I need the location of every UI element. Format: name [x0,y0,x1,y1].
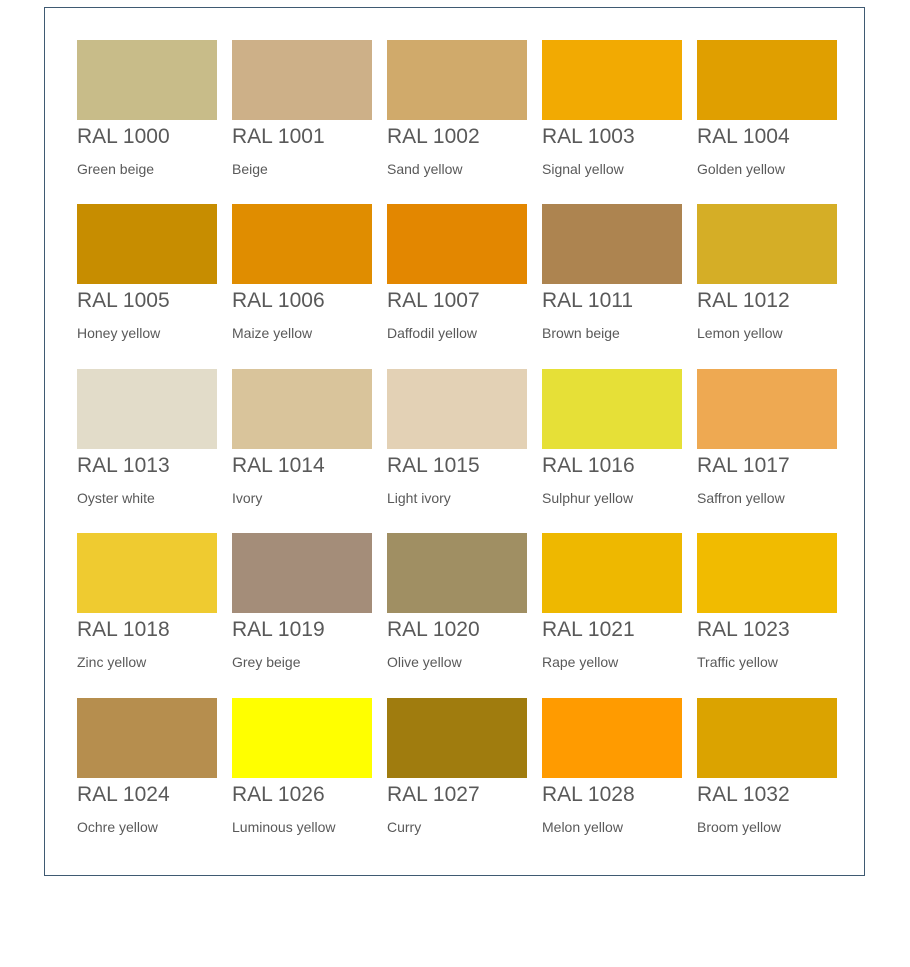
color-name: Lemon yellow [697,325,783,341]
ral-code: RAL 1011 [542,289,634,312]
ral-code: RAL 1006 [232,289,325,312]
ral-code: RAL 1013 [77,454,170,477]
color-swatch [542,204,682,284]
ral-code: RAL 1001 [232,125,325,148]
swatch-card [77,40,217,190]
color-swatch [77,204,217,284]
swatch-card [697,204,837,354]
color-chart [44,7,865,876]
color-swatch [387,533,527,613]
swatch-card [387,533,527,683]
swatch-card [232,369,372,519]
ral-code: RAL 1027 [387,783,480,806]
swatch-card [77,369,217,519]
color-name: Olive yellow [387,654,462,670]
ral-code: RAL 1024 [77,783,170,806]
color-name: Traffic yellow [697,654,778,670]
color-swatch [697,533,837,613]
ral-code: RAL 1026 [232,783,325,806]
ral-code: RAL 1028 [542,783,635,806]
swatch-card [232,40,372,190]
color-name: Grey beige [232,654,301,670]
color-swatch [697,204,837,284]
color-swatch [77,533,217,613]
color-name: Saffron yellow [697,490,785,506]
swatch-card [697,533,837,683]
color-name: Sand yellow [387,161,463,177]
ral-code: RAL 1032 [697,783,790,806]
ral-code: RAL 1018 [77,618,170,641]
swatch-card [542,533,682,683]
color-name: Melon yellow [542,819,623,835]
color-swatch [77,369,217,449]
swatch-card [77,698,217,848]
swatch-card [697,369,837,519]
color-swatch [697,40,837,120]
color-swatch [387,698,527,778]
swatch-card [387,40,527,190]
swatch-card [232,533,372,683]
color-swatch [232,533,372,613]
swatch-card [387,369,527,519]
color-swatch [542,698,682,778]
color-swatch [542,533,682,613]
color-name: Broom yellow [697,819,782,835]
ral-code: RAL 1017 [697,454,790,477]
color-name: Golden yellow [697,161,785,177]
color-name: Brown beige [542,325,620,341]
color-name: Zinc yellow [77,654,147,670]
swatch-card [542,204,682,354]
color-name: Beige [232,161,268,177]
swatch-card [542,698,682,848]
ral-code: RAL 1003 [542,125,635,148]
swatch-card [232,698,372,848]
swatch-card [542,40,682,190]
color-swatch [387,40,527,120]
swatch-card [77,533,217,683]
ral-code: RAL 1019 [232,618,325,641]
color-name: Curry [387,819,422,835]
swatch-card [387,698,527,848]
swatch-card [542,369,682,519]
color-name: Signal yellow [542,161,624,177]
ral-code: RAL 1021 [542,618,635,641]
color-name: Maize yellow [232,325,313,341]
color-swatch [387,369,527,449]
swatch-card [77,204,217,354]
swatch-card [697,40,837,190]
color-name: Daffodil yellow [387,325,478,341]
ral-code: RAL 1014 [232,454,325,477]
color-name: Ochre yellow [77,819,158,835]
color-swatch [232,204,372,284]
ral-code: RAL 1007 [387,289,480,312]
ral-code: RAL 1002 [387,125,480,148]
color-name: Rape yellow [542,654,619,670]
color-name: Oyster white [77,490,155,506]
swatch-card [387,204,527,354]
color-swatch [387,204,527,284]
ral-code: RAL 1016 [542,454,635,477]
color-swatch [232,369,372,449]
color-swatch [77,40,217,120]
color-swatch [77,698,217,778]
color-name: Light ivory [387,490,451,506]
color-swatch [697,369,837,449]
ral-code: RAL 1005 [77,289,170,312]
ral-code: RAL 1012 [697,289,790,312]
color-name: Honey yellow [77,325,161,341]
ral-code: RAL 1020 [387,618,480,641]
ral-code: RAL 1004 [697,125,790,148]
color-name: Ivory [232,490,263,506]
color-name: Green beige [77,161,155,177]
color-swatch [232,698,372,778]
swatch-card [232,204,372,354]
swatch-card [697,698,837,848]
color-swatch [542,40,682,120]
ral-code: RAL 1000 [77,125,170,148]
color-name: Luminous yellow [232,819,336,835]
color-name: Sulphur yellow [542,490,634,506]
color-swatch [697,698,837,778]
ral-code: RAL 1023 [697,618,790,641]
color-swatch [232,40,372,120]
ral-code: RAL 1015 [387,454,480,477]
color-swatch [542,369,682,449]
